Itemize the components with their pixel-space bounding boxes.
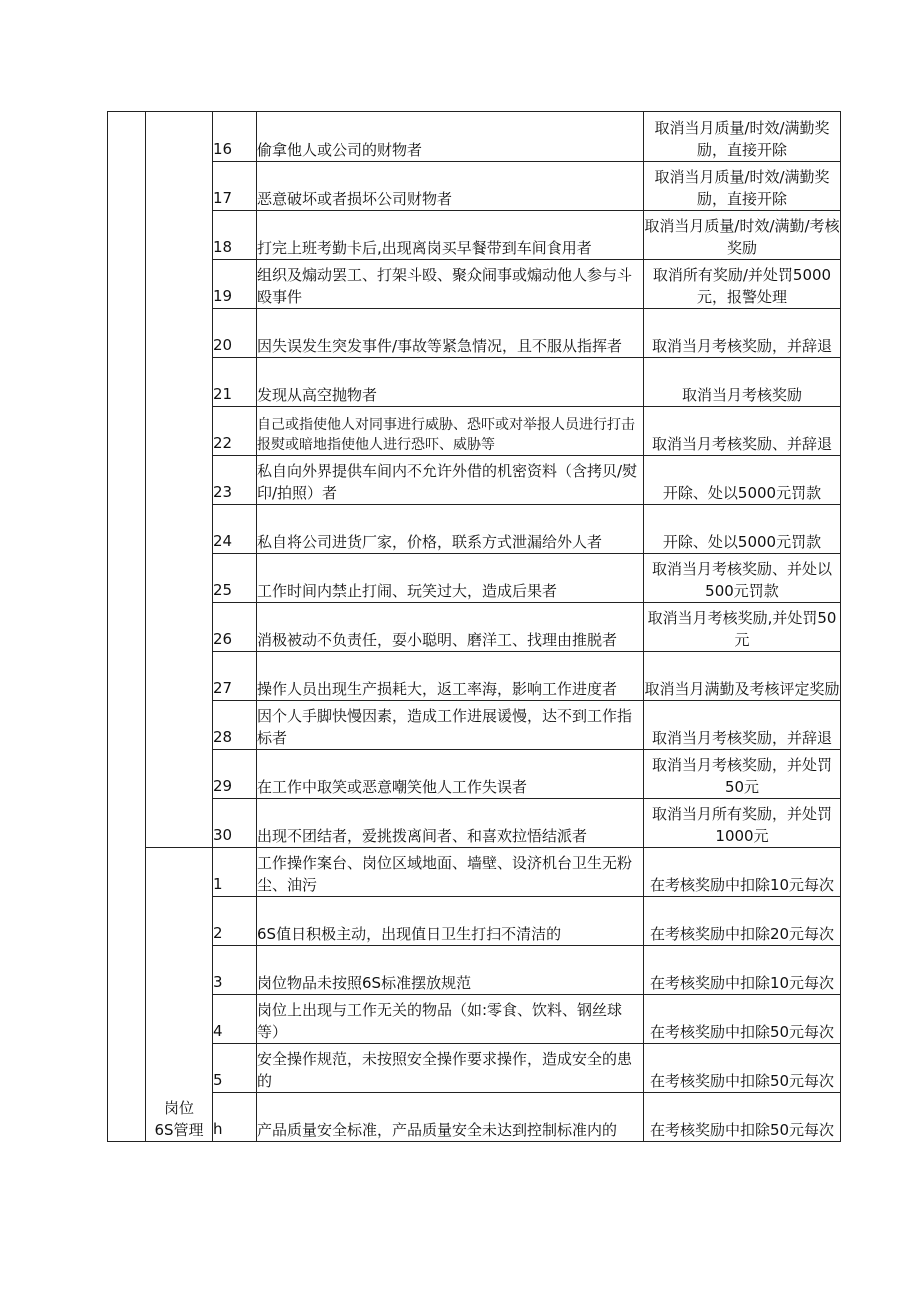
row-number: 16 — [213, 112, 257, 162]
rule-penalty: 取消当月质量/时效/满勤/考核奖励 — [644, 211, 841, 260]
outer-category-cell — [108, 112, 146, 1142]
table-row — [108, 603, 841, 652]
rule-penalty: 在考核奖励中扣除10元每次 — [644, 848, 841, 897]
rule-description: 偷拿他人或公司的财物者 — [257, 112, 644, 162]
row-number: h — [213, 1093, 257, 1142]
table-row — [108, 750, 841, 799]
rule-penalty: 取消当月考核奖励、并处以500元罚款 — [644, 554, 841, 603]
table-row — [108, 309, 841, 358]
rule-description: 产品质量安全标准，产品质量安全未达到控制标准内的 — [257, 1093, 644, 1142]
rule-description: 工作操作案台、岗位区域地面、墙壁、设济机台卫生无粉尘、油污 — [257, 848, 644, 897]
rule-penalty: 取消当月考核奖励，并辞退 — [644, 701, 841, 750]
rule-penalty: 取消当月质量/时效/满勤奖励，直接开除 — [644, 112, 841, 162]
penalty-rules-table — [107, 111, 841, 1142]
table-row — [108, 407, 841, 456]
table-row — [108, 554, 841, 603]
row-number: 29 — [213, 750, 257, 799]
row-number: 1 — [213, 848, 257, 897]
row-number: 23 — [213, 456, 257, 505]
rule-penalty: 取消当月考核奖励、并辞退 — [644, 407, 841, 456]
rule-description: 因个人手脚快慢因素，造成工作进展谖慢，达不到工作指标者 — [257, 701, 644, 750]
rule-penalty: 开除、处以5000元罚款 — [644, 505, 841, 554]
rule-penalty: 取消当月质量/时效/满勤奖励，直接开除 — [644, 162, 841, 211]
category-label-line2: 6S管理 — [154, 1121, 204, 1139]
rule-description: 岗位物品未按照6S标准摆放规范 — [257, 946, 644, 995]
rule-penalty: 取消当月考核奖励 — [644, 358, 841, 407]
table-row — [108, 848, 841, 897]
rule-description: 因失误发生突发事件/事故等紧急情况，且不服从指挥者 — [257, 309, 644, 358]
category-label-line1: 岗位 — [163, 1099, 194, 1117]
row-number: 4 — [213, 995, 257, 1044]
rule-penalty: 取消当月所有奖励，并处罚1000元 — [644, 799, 841, 848]
rule-penalty: 在考核奖励中扣除50元每次 — [644, 1093, 841, 1142]
table-row — [108, 162, 841, 211]
table-row — [108, 1044, 841, 1093]
row-number: 20 — [213, 309, 257, 358]
table-row — [108, 799, 841, 848]
rule-penalty: 取消当月考核奖励，并辞退 — [644, 309, 841, 358]
rule-description: 6S值日积极主动，出现值日卫生打扫不清洁的 — [257, 897, 644, 946]
table-row — [108, 112, 841, 162]
row-number: 28 — [213, 701, 257, 750]
rule-description: 私自向外界提供车间内不允许外借的机密资料（含拷贝/熨印/拍照）者 — [257, 456, 644, 505]
row-number: 19 — [213, 260, 257, 309]
rule-penalty: 取消当月考核奖励，并处罚50元 — [644, 750, 841, 799]
rule-description: 私自将公司进货厂家，价格，联系方式泄漏给外人者 — [257, 505, 644, 554]
rule-description: 发现从高空抛物者 — [257, 358, 644, 407]
row-number: 30 — [213, 799, 257, 848]
rule-penalty: 在考核奖励中扣除50元每次 — [644, 995, 841, 1044]
row-number: 3 — [213, 946, 257, 995]
row-number: 27 — [213, 652, 257, 701]
rule-description: 自己或指使他人对同事进行威胁、恐吓或对举报人员进行打击报熨或暗地指使他人进行恐吓、威胁等 — [257, 407, 644, 456]
rule-penalty: 取消当月满勤及考核评定奖励 — [644, 652, 841, 701]
table-row — [108, 995, 841, 1044]
row-number: 26 — [213, 603, 257, 652]
category-cell-6s — [146, 848, 213, 1142]
row-number: 22 — [213, 407, 257, 456]
rule-penalty: 在考核奖励中扣除10元每次 — [644, 946, 841, 995]
table-row — [108, 701, 841, 750]
row-number: 24 — [213, 505, 257, 554]
row-number: 17 — [213, 162, 257, 211]
table-row — [108, 505, 841, 554]
rule-penalty: 开除、处以5000元罚款 — [644, 456, 841, 505]
table-row — [108, 456, 841, 505]
rule-penalty: 在考核奖励中扣除50元每次 — [644, 1044, 841, 1093]
rule-description: 消极被动不负责任，耍小聪明、磨洋工、找理由推脱者 — [257, 603, 644, 652]
rule-description: 工作时间内禁止打闹、玩笑过大，造成后果者 — [257, 554, 644, 603]
rule-description: 组织及煽动罢工、打架斗殴、聚众闹事或煽动他人参与斗殴事件 — [257, 260, 644, 309]
table-row — [108, 946, 841, 995]
rule-description: 出现不团结者，爱挑拨离间者、和喜欢拉悟结派者 — [257, 799, 644, 848]
rule-description: 恶意破坏或者损坏公司财物者 — [257, 162, 644, 211]
category-cell-blank — [146, 112, 213, 848]
rule-description: 在工作中取笑或恶意嘲笑他人工作失误者 — [257, 750, 644, 799]
row-number: 18 — [213, 211, 257, 260]
rule-description: 操作人员出现生产损耗大，返工率海，影响工作进度者 — [257, 652, 644, 701]
table-row — [108, 260, 841, 309]
rule-penalty: 在考核奖励中扣除20元每次 — [644, 897, 841, 946]
table-row — [108, 652, 841, 701]
row-number: 2 — [213, 897, 257, 946]
row-number: 21 — [213, 358, 257, 407]
row-number: 25 — [213, 554, 257, 603]
rule-description: 岗位上出现与工作无关的物品（如:零食、饮料、钢丝球等） — [257, 995, 644, 1044]
table-row — [108, 358, 841, 407]
table-row — [108, 897, 841, 946]
rule-description: 打完上班考勤卡后,出现离岗买早餐带到车间食用者 — [257, 211, 644, 260]
rule-penalty: 取消所有奖励/并处罚5000元，报警处理 — [644, 260, 841, 309]
table-row — [108, 1093, 841, 1142]
table-row — [108, 211, 841, 260]
rule-description: 安全操作规范，未按照安全操作要求操作，造成安全的患的 — [257, 1044, 644, 1093]
row-number: 5 — [213, 1044, 257, 1093]
rule-penalty: 取消当月考核奖励,并处罚50元 — [644, 603, 841, 652]
